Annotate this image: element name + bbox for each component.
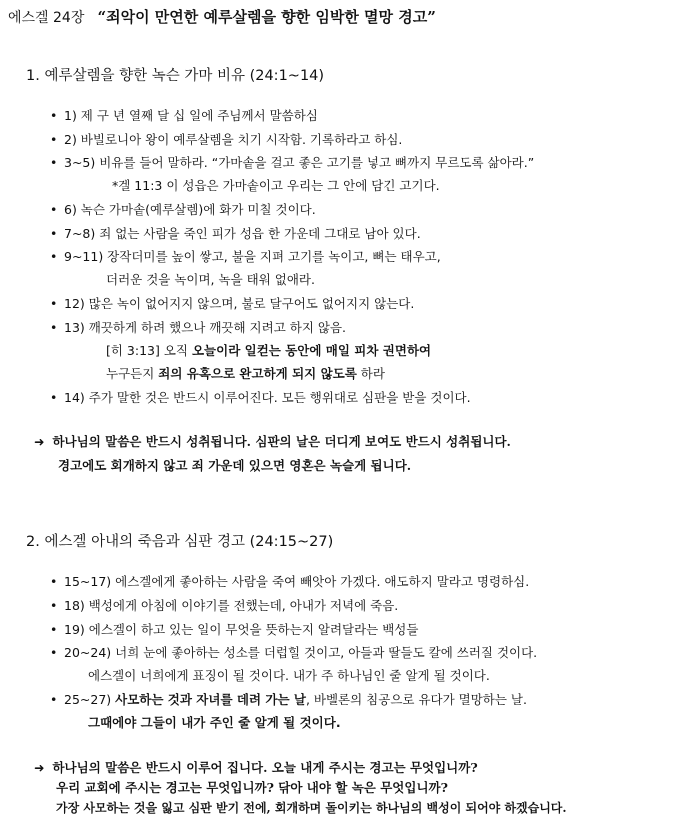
section-2-summary-line-3: 가장 사모하는 것을 잃고 심판 받기 전에, 회개하며 돌이키는 하나님의 백성이 되어야 하겠습니다.	[56, 801, 567, 815]
page-title	[8, 6, 436, 27]
list-item: • 3~5) 비유를 들어 말하라. “가마솥을 걸고 좋은 고기를 넣고 뼈까지 무르도록 삶아라.”	[64, 155, 534, 171]
section-2-summary-line-1: ➜ 하나님의 말씀은 반드시 이루어 집니다. 오늘 내게 주시는 경고는 무엇입니까?	[34, 760, 478, 775]
list-item: • 1) 제 구 년 열째 달 십 일에 주님께서 말씀하심	[64, 108, 318, 124]
list-item: • 2) 바빌로니아 왕이 예루살렘을 치기 시작함. 기록하라고 하심.	[64, 132, 402, 148]
list-item: • 13) 깨끗하게 하려 했으나 깨끗해 지려고 하지 않음.	[64, 320, 346, 336]
section-2-heading: 2. 에스겔 아내의 죽음과 심판 경고 (24:15~27)	[26, 534, 334, 550]
hebrews-quote-line-1: [히 3:13] 오직 오늘이라 일컫는 동안에 매일 피차 권면하여	[106, 343, 432, 358]
arrow-icon: ➜	[34, 434, 45, 449]
section-1-summary-line-1: ➜ 하나님의 말씀은 반드시 성취됩니다. 심판의 날은 더디게 보여도 반드시 성취됩니다.	[34, 434, 511, 449]
list-item: • 25~27) 사모하는 것과 자녀를 데려 가는 날, 바벨론의 침공으로 유다가 멸망하는 날.	[64, 692, 527, 708]
section-1-heading: 1. 예루살렘을 향한 녹슨 가마 비유 (24:1~14)	[26, 68, 325, 84]
list-item-continuation: 그때에야 그들이 내가 주인 줄 알게 될 것이다.	[88, 715, 341, 730]
list-item: • 19) 에스겔이 하고 있는 일이 무엇을 뜻하는지 알려달라는 백성들	[64, 622, 418, 638]
list-item: • 7~8) 죄 없는 사람을 죽인 피가 성읍 한 가운데 그대로 남아 있다.	[64, 226, 421, 242]
list-item: • 20~24) 너희 눈에 좋아하는 성소를 더럽힐 것이고, 아들과 딸들도 칼에 쓰러질 것이다.	[64, 645, 537, 661]
list-item-continuation: 에스겔이 너희에게 표징이 될 것이다. 내가 주 하나님인 줄 알게 될 것이다.	[88, 668, 490, 683]
list-item: • 15~17) 에스겔에게 좋아하는 사람을 죽여 빼앗아 가겠다. 애도하지 말라고 명령하심.	[64, 574, 529, 590]
hebrews-quote-line-2: 누구든지 죄의 유혹으로 완고하게 되지 않도록 하라	[106, 366, 385, 381]
list-item: • 9~11) 장작더미를 높이 쌓고, 불을 지펴 고기를 녹이고, 뼈는 태우고,	[64, 249, 441, 265]
list-item: • 18) 백성에게 아침에 이야기를 전했는데, 아내가 저녁에 죽음.	[64, 598, 398, 614]
list-item: • 14) 주가 말한 것은 반드시 이루어진다. 모든 행위대로 심판을 받을 것이다.	[64, 390, 471, 406]
ezekiel-note: *겔 11:3 이 성읍은 가마솥이고 우리는 그 안에 담긴 고기다.	[112, 178, 440, 193]
section-1-summary-line-2: 경고에도 회개하지 않고 죄 가운데 있으면 영혼은 녹슬게 됩니다.	[58, 458, 412, 473]
list-item: • 12) 많은 녹이 없어지지 않으며, 불로 달구어도 없어지지 않는다.	[64, 296, 414, 312]
list-item: • 6) 녹슨 가마솥(예루살렘)에 화가 미칠 것이다.	[64, 202, 316, 218]
chapter-headline: “죄악이 만연한 예루살렘을 향한 임박한 멸망 경고”	[97, 8, 436, 26]
chapter-label: 에스겔 24장	[8, 10, 85, 26]
arrow-icon: ➜	[34, 760, 45, 775]
list-item-continuation: 더러운 것을 녹이며, 녹을 태워 없애라.	[106, 272, 315, 287]
section-2-summary-line-2: 우리 교회에 주시는 경고는 무엇입니까? 닦아 내야 할 녹은 무엇입니까?	[56, 780, 448, 795]
